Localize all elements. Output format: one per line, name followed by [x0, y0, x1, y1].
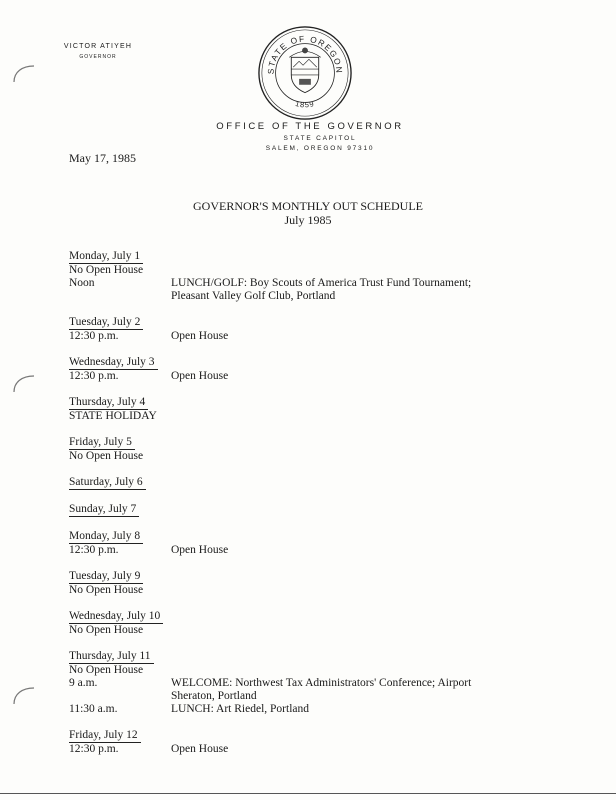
- letter-date: May 17, 1985: [69, 151, 136, 165]
- entry-description: [171, 584, 549, 597]
- schedule-day: [69, 610, 549, 637]
- schedule-day: [69, 250, 549, 303]
- entry-time: 12:30 p.m.: [69, 743, 119, 755]
- schedule-entry: [69, 330, 549, 343]
- entry-description: Open House: [171, 743, 229, 755]
- entry-time: 12:30 p.m.: [69, 544, 119, 556]
- schedule-day: [69, 503, 549, 517]
- schedule-day: [69, 436, 549, 463]
- schedule-day: [69, 476, 549, 490]
- entry-time: STATE HOLIDAY: [69, 410, 157, 422]
- schedule-day: [69, 570, 549, 597]
- schedule-entry: [69, 277, 549, 303]
- entry-time: No Open House: [69, 624, 144, 636]
- day-header: Saturday, July 6: [69, 476, 146, 490]
- seal-year: 1859: [294, 98, 316, 110]
- day-header: Friday, July 5: [69, 436, 135, 450]
- letterhead-sender: [62, 43, 134, 60]
- day-header: Wednesday, July 3: [69, 356, 158, 370]
- schedule-day: [69, 729, 549, 756]
- day-header: Friday, July 12: [69, 729, 141, 743]
- entry-time: No Open House: [69, 450, 144, 462]
- punch-hole-mark: [10, 372, 36, 394]
- schedule-subtitle: July 1985: [284, 213, 332, 227]
- day-header: Thursday, July 11: [69, 650, 154, 664]
- entry-description: [171, 264, 549, 277]
- schedule-entry: [69, 743, 549, 756]
- entry-time: 12:30 p.m.: [69, 370, 119, 382]
- schedule-entry: [69, 370, 549, 383]
- day-header: Thursday, July 4: [69, 396, 148, 410]
- day-header: Sunday, July 7: [69, 503, 139, 517]
- day-header: Wednesday, July 10: [69, 610, 163, 624]
- governor-name: VICTOR ATIYEH: [63, 43, 133, 50]
- schedule-entry: [69, 677, 549, 703]
- schedule-heading: [0, 199, 616, 227]
- punch-hole-mark: [10, 62, 36, 84]
- schedule-entry: [69, 624, 549, 637]
- schedule-entry: [69, 264, 549, 277]
- entry-time: 11:30 a.m.: [69, 703, 118, 715]
- day-header: Tuesday, July 2: [69, 316, 143, 330]
- entry-description: Open House: [171, 330, 229, 342]
- day-header: Monday, July 8: [69, 530, 143, 544]
- schedule-day: [69, 316, 549, 343]
- schedule-day: [69, 650, 549, 716]
- day-header: Monday, July 1: [69, 250, 143, 264]
- office-address: SALEM, OREGON 97310: [265, 145, 375, 152]
- entry-time: No Open House: [69, 664, 144, 676]
- oregon-seal-icon: [256, 24, 354, 122]
- office-building: STATE CAPITOL: [283, 135, 357, 142]
- schedule-entry: [69, 410, 549, 423]
- schedule-entry: [69, 544, 549, 557]
- entry-time: 9 a.m.: [69, 677, 98, 689]
- governor-title: GOVERNOR: [79, 54, 117, 60]
- schedule-list: [69, 250, 549, 769]
- schedule-entry: [69, 703, 549, 716]
- entry-time: Noon: [69, 277, 95, 289]
- day-header: Tuesday, July 9: [69, 570, 143, 584]
- entry-description: [171, 624, 549, 637]
- entry-time: No Open House: [69, 264, 144, 276]
- schedule-entry: [69, 450, 549, 463]
- office-name: OFFICE OF THE GOVERNOR: [216, 121, 404, 132]
- seal-label: STATE OF OREGON: [265, 33, 345, 75]
- entry-description: WELCOME: Northwest Tax Administrators' Conference; Airport Sheraton, Portland: [171, 677, 472, 702]
- entry-time: 12:30 p.m.: [69, 330, 119, 342]
- entry-time: No Open House: [69, 584, 144, 596]
- entry-description: LUNCH: Art Riedel, Portland: [171, 703, 309, 715]
- schedule-entry: [69, 664, 549, 677]
- punch-hole-mark: [10, 684, 36, 706]
- svg-text:1859: [294, 99, 315, 109]
- schedule-title: GOVERNOR'S MONTHLY OUT SCHEDULE: [193, 199, 423, 213]
- schedule-day: [69, 396, 549, 423]
- entry-description: [171, 450, 549, 463]
- schedule-entry: [69, 584, 549, 597]
- entry-description: Open House: [171, 370, 229, 382]
- entry-description: LUNCH/GOLF: Boy Scouts of America Trust Fund Tournament; Pleasant Valley Golf Club, Portland: [171, 277, 472, 302]
- schedule-day: [69, 530, 549, 557]
- entry-description: [171, 664, 549, 677]
- entry-description: [171, 410, 549, 423]
- office-address-block: [205, 121, 415, 152]
- page-bottom-edge: [0, 793, 616, 794]
- entry-description: Open House: [171, 544, 229, 556]
- schedule-day: [69, 356, 549, 383]
